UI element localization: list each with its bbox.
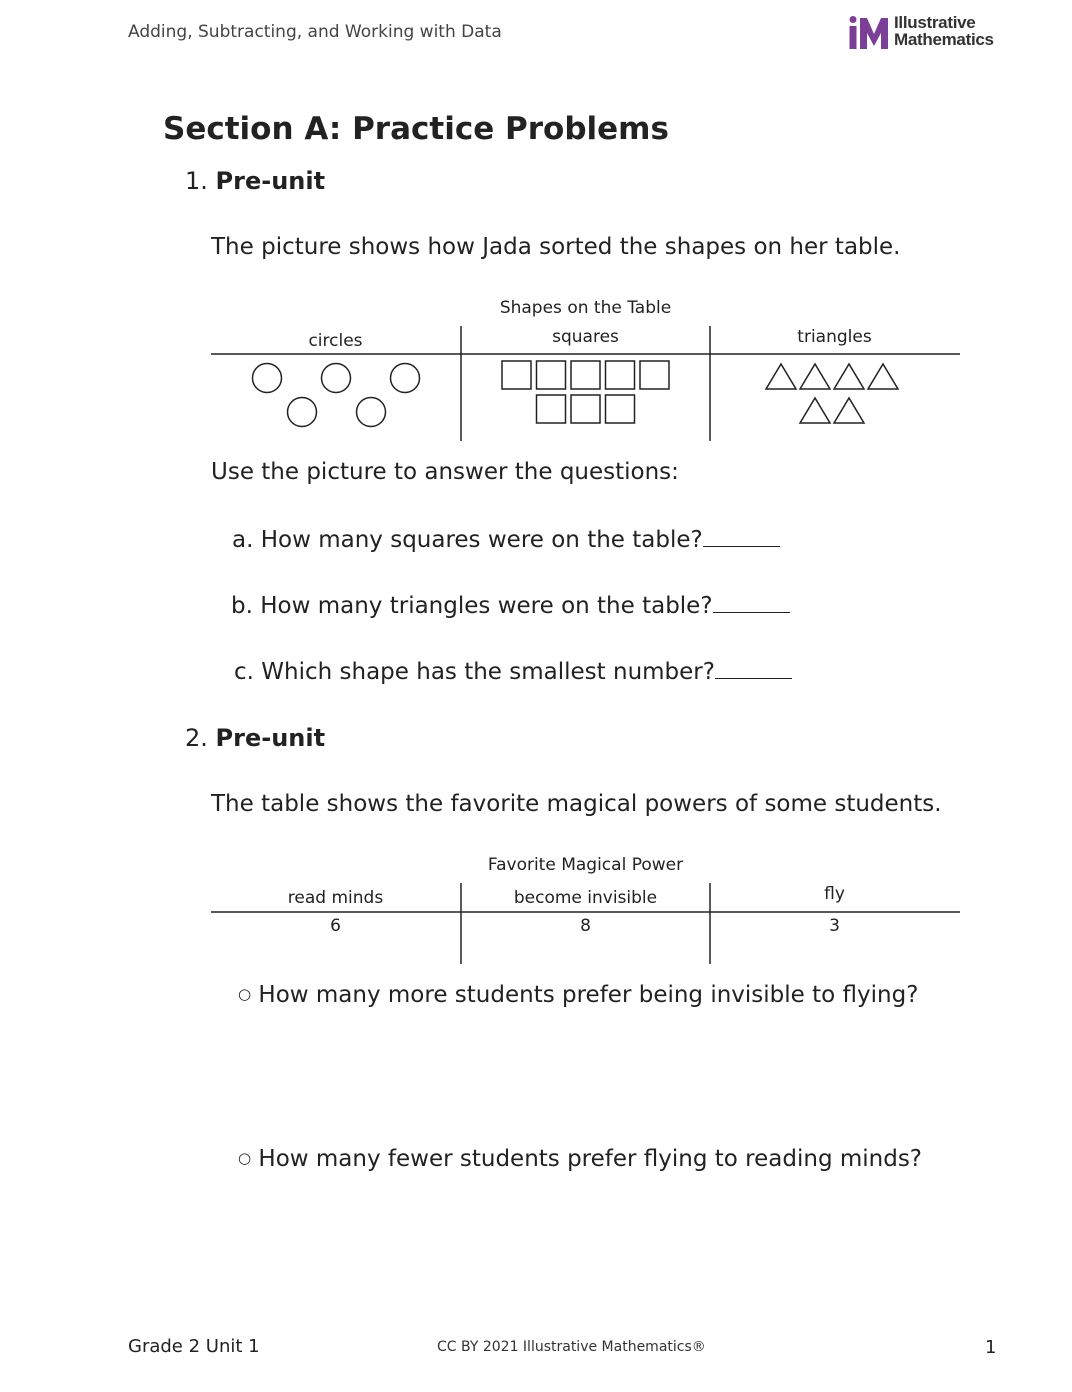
square-shape-8 — [606, 395, 635, 423]
triangle-shape-5 — [800, 398, 830, 423]
question-1a-text: How many squares were on the table? — [260, 527, 703, 553]
question-2b-bullet: ○ — [238, 1149, 252, 1167]
magic-col-read-minds: read minds — [287, 888, 384, 908]
question-2a-text: How many more students prefer being invisible to flying? — [258, 982, 919, 1008]
question-2a — [238, 982, 918, 1008]
square-shape-4 — [606, 361, 635, 389]
circle-shape-2 — [322, 364, 351, 393]
magic-col-become-invisible: become invisible — [513, 888, 658, 908]
logo-line-2: Mathematics — [894, 30, 994, 49]
section-title: Section A: Practice Problems — [163, 111, 669, 147]
question-2b — [238, 1146, 922, 1172]
question-1b-text: How many triangles were on the table? — [260, 593, 713, 619]
footer-page-number: 1 — [985, 1337, 997, 1358]
magic-table-rules — [0, 870, 1072, 970]
shapes-table-figure — [0, 0, 1072, 460]
triangle-shape-2 — [800, 364, 830, 389]
footer-license: CC BY 2021 Illustrative Mathematics® — [437, 1339, 706, 1355]
answer-blank-1b[interactable] — [713, 592, 790, 613]
question-1b — [231, 592, 790, 619]
magic-value-become-invisible: 8 — [580, 916, 591, 936]
shapes-col-squares: squares — [552, 327, 619, 347]
question-2a-bullet: ○ — [238, 985, 252, 1003]
circle-shape-4 — [288, 398, 317, 427]
shapes-col-triangles: triangles — [797, 327, 872, 347]
square-shape-3 — [571, 361, 600, 389]
square-shape-5 — [640, 361, 669, 389]
circle-shape-5 — [357, 398, 386, 427]
problem-1-intro: The picture shows how Jada sorted the shapes on her table. — [211, 234, 901, 260]
problem-1-number: 1. — [185, 167, 208, 195]
shapes-table-caption: Shapes on the Table — [499, 298, 672, 318]
question-1a — [232, 526, 780, 553]
footer-grade-unit: Grade 2 Unit 1 — [128, 1336, 260, 1357]
shapes-col-circles: circles — [308, 331, 363, 351]
circle-shape-1 — [253, 364, 282, 393]
question-1b-marker: b. — [231, 593, 253, 619]
magic-table-caption: Favorite Magical Power — [487, 855, 684, 875]
magic-value-read-minds: 6 — [330, 916, 341, 936]
problem-1-label: Pre-unit — [215, 167, 326, 195]
problem-2-number: 2. — [185, 724, 208, 752]
triangle-shape-4 — [868, 364, 898, 389]
triangle-shape-1 — [766, 364, 796, 389]
document-header-title: Adding, Subtracting, and Working with Data — [128, 22, 502, 42]
question-1c-marker: c. — [234, 659, 254, 685]
problem-2-label: Pre-unit — [215, 724, 326, 752]
magic-value-fly: 3 — [829, 916, 840, 936]
square-shape-7 — [571, 395, 600, 423]
answer-blank-1c[interactable] — [715, 658, 792, 679]
square-shape-6 — [537, 395, 566, 423]
circle-shape-3 — [391, 364, 420, 393]
triangle-shape-3 — [834, 364, 864, 389]
magic-col-fly: fly — [824, 884, 845, 904]
square-shape-2 — [537, 361, 566, 389]
logo-line-1: Illustrative — [894, 13, 976, 32]
problem-2-intro: The table shows the favorite magical powers of some students. — [211, 791, 942, 817]
square-shape-1 — [502, 361, 531, 389]
problem-2-heading — [185, 724, 325, 752]
question-2b-text: How many fewer students prefer flying to reading minds? — [258, 1146, 923, 1172]
question-1c — [234, 658, 792, 685]
triangle-shape-6 — [834, 398, 864, 423]
question-1a-marker: a. — [232, 527, 254, 553]
problem-1-prompt: Use the picture to answer the questions: — [211, 459, 679, 485]
question-1c-text: Which shape has the smallest number? — [261, 659, 715, 685]
answer-blank-1a[interactable] — [703, 526, 780, 547]
